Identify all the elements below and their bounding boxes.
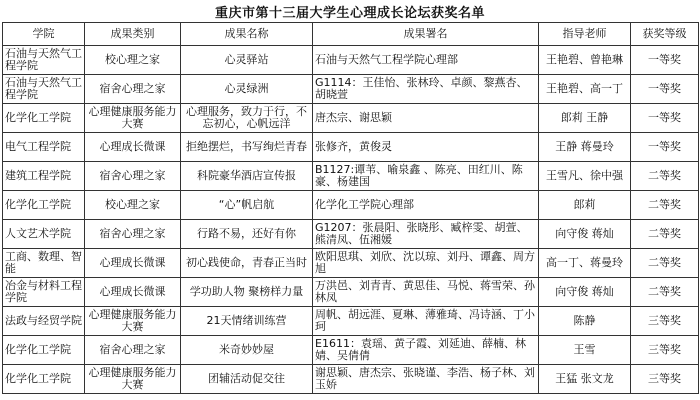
college-cell: 冶金与材料工程学院 xyxy=(3,278,85,307)
college-cell: 电气工程学院 xyxy=(3,133,85,162)
table-row xyxy=(3,249,699,278)
work-name-cell: 米奇妙妙屋 xyxy=(181,336,313,365)
award-level-cell: 一等奖 xyxy=(631,46,699,75)
authors-cell: 周帆、胡远涯、夏琳、薄雅琦、冯诗涵、丁小珂 xyxy=(313,307,539,336)
advisor-cell: 王雪 xyxy=(539,336,631,365)
table-row xyxy=(3,46,699,75)
award-level-cell: 二等奖 xyxy=(631,191,699,220)
authors-cell: 万洪邑、刘青青、黄思佳、马悦、蒋雪荣、孙林凤 xyxy=(313,278,539,307)
authors-cell: 张修齐，黄俊灵 xyxy=(313,133,539,162)
table-row xyxy=(3,75,699,104)
page-title: 重庆市第十三届大学生心理成长论坛获奖名单 xyxy=(214,6,485,21)
award-level-cell: 二等奖 xyxy=(631,220,699,249)
advisor-cell: 王猛 张文龙 xyxy=(539,365,631,394)
award-table xyxy=(2,22,699,394)
award-level-cell: 一等奖 xyxy=(631,133,699,162)
advisor-cell: 王艳碧、高一丁 xyxy=(539,75,631,104)
award-level-cell: 三等奖 xyxy=(631,307,699,336)
advisor-cell: 王雪凡、徐中强 xyxy=(539,162,631,191)
work-name-cell: 行路不易，还好有你 xyxy=(181,220,313,249)
table-row xyxy=(3,336,699,365)
category-cell: 心理健康服务能力大赛 xyxy=(85,365,181,394)
work-name-cell: “心”帆启航 xyxy=(181,191,313,220)
work-name-cell: 心灵绿洲 xyxy=(181,75,313,104)
work-name-cell: 团辅活动促交往 xyxy=(181,365,313,394)
award-level-cell: 一等奖 xyxy=(631,75,699,104)
advisor-cell: 陈静 xyxy=(539,307,631,336)
college-cell: 石油与天然气工程学院 xyxy=(3,75,85,104)
category-cell: 校心理之家 xyxy=(85,46,181,75)
table-row xyxy=(3,278,699,307)
header-category: 成果类别 xyxy=(85,23,181,46)
college-cell: 建筑工程学院 xyxy=(3,162,85,191)
college-cell: 化学化工学院 xyxy=(3,191,85,220)
award-level-cell: 二等奖 xyxy=(631,278,699,307)
category-cell: 心理成长微课 xyxy=(85,249,181,278)
authors-cell: 唐杰宗、谢思颖 xyxy=(313,104,539,133)
authors-cell: 谢思颖、唐杰宗、张晓谨、李浩、杨子林、刘玉娇 xyxy=(313,365,539,394)
work-name-cell: 拒绝摆烂，书写绚烂青春 xyxy=(181,133,313,162)
work-name-cell: 21天情绪训练营 xyxy=(181,307,313,336)
college-cell: 化学化工学院 xyxy=(3,104,85,133)
authors-cell: 石油与天然气工程学院心理部 xyxy=(313,46,539,75)
award-level-cell: 二等奖 xyxy=(631,162,699,191)
table-row xyxy=(3,104,699,133)
category-cell: 心理成长微课 xyxy=(85,133,181,162)
header-advisor: 指导老师 xyxy=(539,23,631,46)
authors-cell: G1114：王佳怡、张林玲、卓颜、黎燕杏、胡晓萱 xyxy=(313,75,539,104)
award-level-cell: 二等奖 xyxy=(631,249,699,278)
award-level-cell: 三等奖 xyxy=(631,336,699,365)
college-cell: 工商、数理、智能 xyxy=(3,249,85,278)
award-level-cell: 三等奖 xyxy=(631,365,699,394)
category-cell: 宿舍心理之家 xyxy=(85,75,181,104)
category-cell: 心理健康服务能力大赛 xyxy=(85,104,181,133)
college-cell: 石油与天然气工程学院 xyxy=(3,46,85,75)
category-cell: 宿舍心理之家 xyxy=(85,336,181,365)
advisor-cell: 向守俊 蒋灿 xyxy=(539,220,631,249)
table-header-row xyxy=(3,23,699,46)
advisor-cell: 王静 蒋曼玲 xyxy=(539,133,631,162)
college-cell: 化学化工学院 xyxy=(3,336,85,365)
advisor-cell: 向守俊 蒋灿 xyxy=(539,278,631,307)
authors-cell: 欧阳思琪、刘欣、沈以琼、刘丹、谭鑫、周方旭 xyxy=(313,249,539,278)
advisor-cell: 郎莉 xyxy=(539,191,631,220)
header-work-name: 成果名称 xyxy=(181,23,313,46)
category-cell: 宿舍心理之家 xyxy=(85,162,181,191)
table-row xyxy=(3,307,699,336)
advisor-cell: 王艳碧、曾艳琳 xyxy=(539,46,631,75)
header-authors: 成果署名 xyxy=(313,23,539,46)
work-name-cell: 心灵驿站 xyxy=(181,46,313,75)
table-row xyxy=(3,365,699,394)
category-cell: 校心理之家 xyxy=(85,191,181,220)
table-row xyxy=(3,162,699,191)
header-college: 学院 xyxy=(3,23,85,46)
authors-cell: G1207：张晨阳、张晓彤、臧梓雯、胡萱、熊清凤、伍湘媛 xyxy=(313,220,539,249)
college-cell: 化学化工学院 xyxy=(3,365,85,394)
college-cell: 法政与经贸学院 xyxy=(3,307,85,336)
authors-cell: B1127:谭苇、喻泉鑫 、陈亮、田红川、陈豪、杨建国 xyxy=(313,162,539,191)
award-level-cell: 一等奖 xyxy=(631,104,699,133)
category-cell: 心理健康服务能力大赛 xyxy=(85,307,181,336)
table-row xyxy=(3,133,699,162)
category-cell: 心理成长微课 xyxy=(85,278,181,307)
work-name-cell: 初心践使命，青春正当时 xyxy=(181,249,313,278)
table-body xyxy=(3,46,699,394)
authors-cell: 化学化工学院心理部 xyxy=(313,191,539,220)
advisor-cell: 高一丁、蒋曼玲 xyxy=(539,249,631,278)
work-name-cell: 科院豪华酒店宣传报 xyxy=(181,162,313,191)
work-name-cell: 学功助人物 聚榜样力量 xyxy=(181,278,313,307)
header-award-level: 获奖等级 xyxy=(631,23,699,46)
table-row xyxy=(3,220,699,249)
advisor-cell: 郎莉 王静 xyxy=(539,104,631,133)
work-name-cell: 心理服务，致力于行，不忘初心，心帆远洋 xyxy=(181,104,313,133)
table-row xyxy=(3,191,699,220)
category-cell: 宿舍心理之家 xyxy=(85,220,181,249)
college-cell: 人文艺术学院 xyxy=(3,220,85,249)
authors-cell: E1611：袁瑶、黄子霞、刘延迪、薛楠、林婧、吴倩倩 xyxy=(313,336,539,365)
